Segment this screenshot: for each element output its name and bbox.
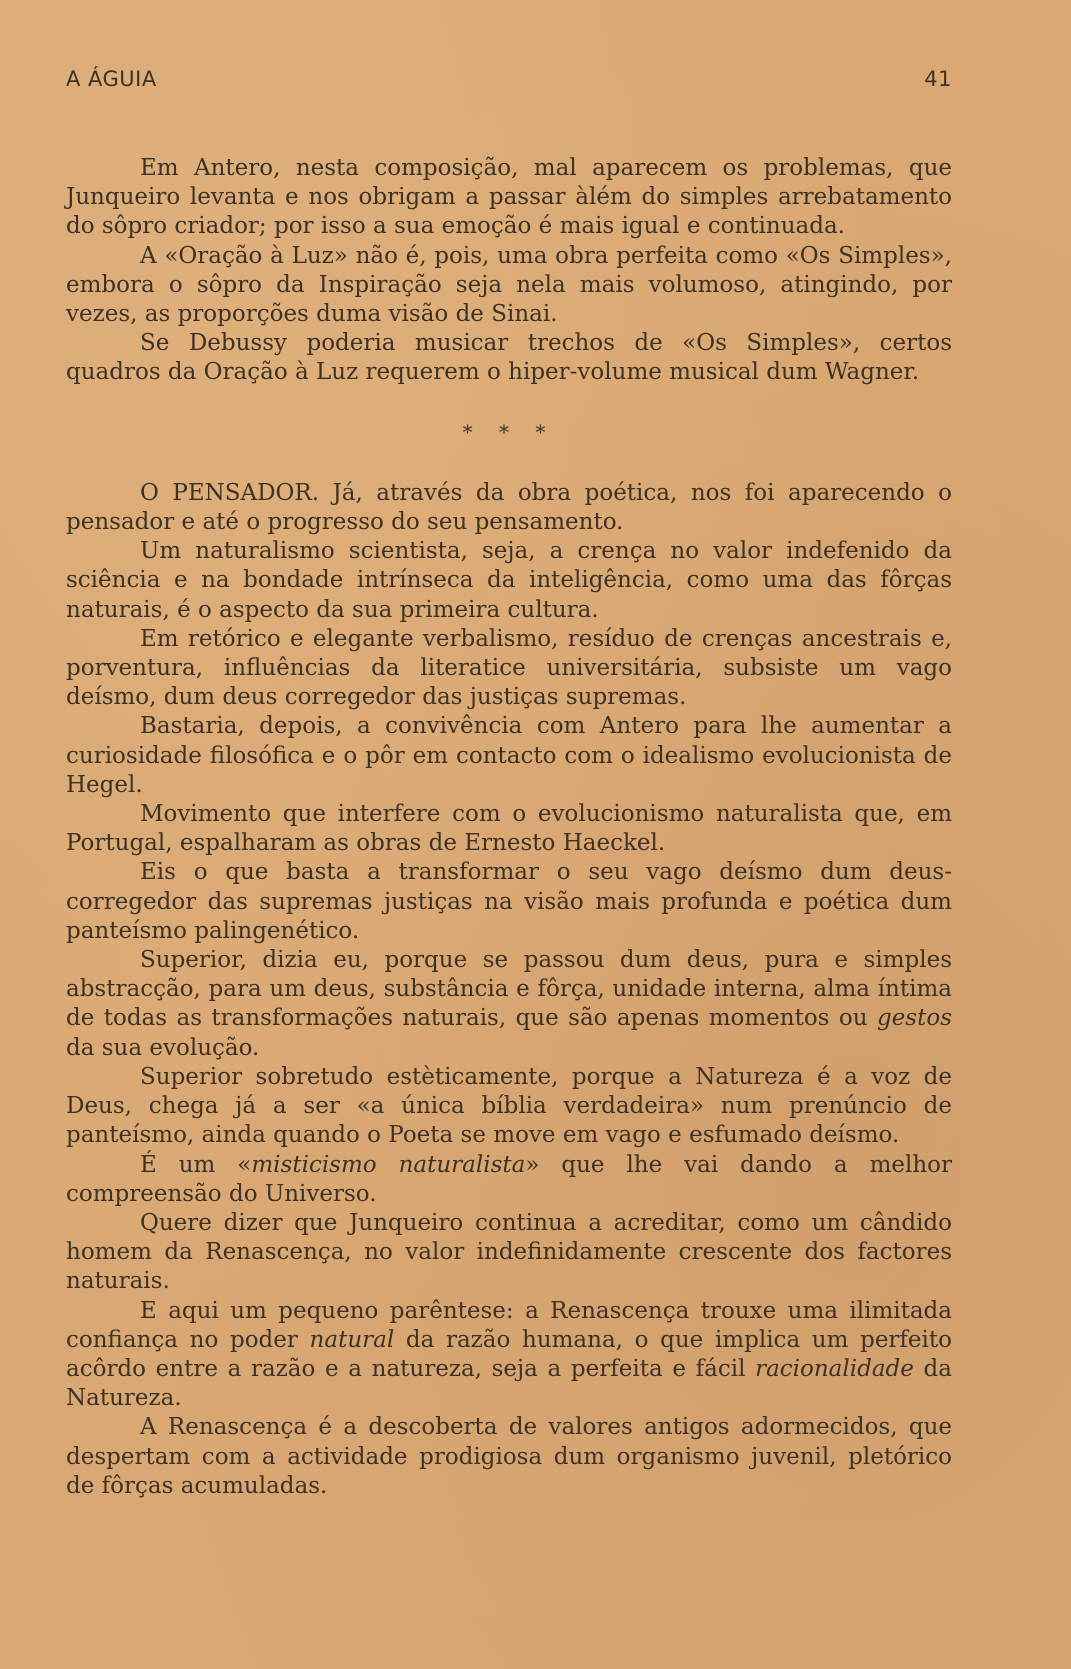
italic-word: natural: [309, 1326, 395, 1353]
text-run: E aqui um pequeno parêntese: a Renascença trouxe uma ilimitada confiança no poder: [66, 1297, 952, 1353]
journal-title: A ÁGUIA: [66, 67, 157, 91]
section-separator: * * *: [462, 419, 556, 444]
paragraph: A Renascença é a descoberta de valores antigos adormecidos, que despertam com a actividade prodigiosa dum organismo juvenil, pletórico de fôrças acumuladas.: [66, 1414, 952, 1499]
paragraph: Um naturalismo scientista, seja, a crença no valor indefenido da sciência e na bondade intrínseca da inteligência, como uma das fôrças naturais, é o aspecto da sua primeira cultura.: [66, 538, 952, 623]
text-run: da Natureza.: [66, 1355, 952, 1412]
italic-phrase: misticismo naturalista: [251, 1151, 526, 1178]
paragraph: Quere dizer que Junqueiro continua a acreditar, como um cândido homem da Renascença, no valor indefinidamente crescente dos factores naturais.: [66, 1209, 952, 1295]
paragraph: Se Debussy poderia musicar trechos de «Os Simples», certos quadros da Oração à Luz requerem o hiper-volume musical dum Wagner.: [66, 330, 952, 386]
paragraph: Movimento que interfere com o evolucionismo naturalista que, em Portugal, espalharam as obras de Ernesto Haeckel.: [66, 801, 952, 857]
paragraph: Superior sobretudo estèticamente, porque a Natureza é a voz de Deus, chega já a ser «a única bíblia verdadeira» num prenúncio de panteísmo, ainda quando o Poeta se move em vago e esfumado deísmo.: [66, 1063, 952, 1149]
paragraph: [66, 1151, 952, 1209]
text-run: da razão humana, o que implica um perfeito acôrdo entre a razão e a natureza, seja a perfeita e fácil: [66, 1326, 952, 1382]
paragraph: O PENSADOR. Já, através da obra poética, nos foi aparecendo o pensador e até o progresso do seu pensamento.: [66, 479, 952, 536]
page: [66, 62, 952, 1501]
italic-word: racionalidade: [755, 1355, 914, 1382]
paragraph: Eis o que basta a transformar o seu vago deísmo dum deus-corregedor das supremas justiças na visão mais profunda e poética dum panteísmo palingenético.: [66, 859, 952, 944]
body-text: [66, 154, 952, 1501]
page-number: 41: [924, 67, 952, 91]
text-run: É um «: [140, 1151, 252, 1178]
text-run: » que lhe vai dando a melhor compreensão do Universo.: [66, 1151, 953, 1207]
running-head: [66, 62, 952, 96]
paragraph: Em Antero, nesta composição, mal aparecem os problemas, que Junqueiro levanta e nos obrigam a passar àlém do simples arrebatamento do sôpro criador; por isso a sua emoção é mais igual e continuada.: [66, 155, 952, 240]
text-run: da sua evolução.: [66, 1034, 260, 1061]
paragraph: [66, 946, 952, 1063]
italic-word: gestos: [876, 1005, 952, 1032]
paragraph: Bastaria, depois, a convivência com Antero para lhe aumentar a curiosidade filosófica e o pôr em contacto com o idealismo evolucionista de Hegel.: [66, 713, 952, 798]
text-run: Superior, dizia eu, porque se passou dum deus, pura e simples abstracção, para um deus, substância e fôrça, unidade interna, alma íntima de todas as transformações naturais, que são apenas momentos ou: [66, 947, 952, 1032]
paragraph: [66, 1297, 952, 1414]
paragraph: Em retórico e elegante verbalismo, resíduo de crenças ancestrais e, porventura, influências da literatice universitária, subsiste um vago deísmo, dum deus corregedor das justiças supremas.: [66, 625, 952, 711]
paragraph: A «Oração à Luz» não é, pois, uma obra perfeita como «Os Simples», embora o sôpro da Inspiração seja nela mais volumoso, atingindo, por vezes, as proporções duma visão de Sinai.: [66, 242, 952, 328]
